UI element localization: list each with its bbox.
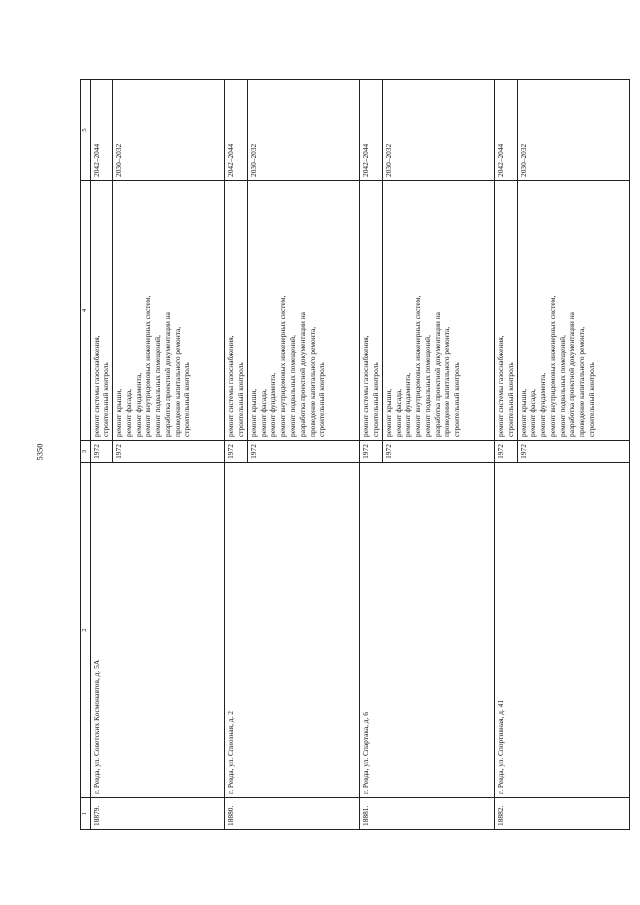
table-row xyxy=(225,80,248,830)
work-line: ремонт фундамента, xyxy=(538,372,548,437)
work-line: проведение капитального ремонта, xyxy=(172,326,182,437)
year-cell: 1972 xyxy=(360,441,383,463)
works-cell xyxy=(90,181,113,441)
work-line: ремонт фасада, xyxy=(393,389,403,437)
work-line: строительный контроль xyxy=(452,362,462,437)
work-line: ремонт подвальных помещений, xyxy=(557,335,567,437)
work-line: строительный контроль xyxy=(587,362,596,437)
object-address: г. Ревда, ул. Спиозная, д. 2 xyxy=(225,463,360,798)
work-line: проведение капитального ремонта, xyxy=(307,326,317,437)
work-line: ремонт внутридомовых инженерных систем, xyxy=(413,295,423,437)
work-line: ремонт системы газоснабжения, xyxy=(496,335,506,437)
table-row xyxy=(495,80,518,830)
work-line: проведение капитального ремонта, xyxy=(577,326,587,437)
period-cell: 2042–2044 xyxy=(225,80,248,181)
work-line: ремонт фундамента, xyxy=(403,372,413,437)
works-cell xyxy=(225,181,248,441)
works-cell xyxy=(382,181,494,441)
year-cell: 1972 xyxy=(517,441,629,463)
period-cell: 2042–2044 xyxy=(360,80,383,181)
col-header-4: 4 xyxy=(81,181,91,441)
object-address: г. Ревда, ул. Спартака, д. 6 xyxy=(360,463,495,798)
col-header-1: 1 xyxy=(81,798,91,830)
row-number: 18882. xyxy=(495,798,630,830)
col-header-3: 3 xyxy=(81,441,91,463)
period-cell: 2042–2044 xyxy=(495,80,518,181)
work-line: ремонт внутридомовых инженерных систем, xyxy=(278,295,288,437)
year-cell: 1972 xyxy=(113,441,225,463)
col-header-2: 2 xyxy=(81,463,91,798)
works-cell xyxy=(360,181,383,441)
works-cell xyxy=(495,181,518,441)
work-line: разработка проектной документации на xyxy=(567,312,577,437)
table-region xyxy=(80,80,630,830)
works-cell xyxy=(113,181,225,441)
work-line: ремонт фасада, xyxy=(528,389,538,437)
table-row xyxy=(90,80,113,830)
work-line: строительный контроль xyxy=(182,362,192,437)
work-line: ремонт подвальных помещений, xyxy=(153,335,163,437)
work-line: строительный контроль xyxy=(317,362,327,437)
year-cell: 1972 xyxy=(90,441,113,463)
period-cell: 2030–2032 xyxy=(113,80,225,181)
work-line: разработка проектной документации на xyxy=(297,312,307,437)
year-cell: 1972 xyxy=(382,441,494,463)
col-header-5: 5 xyxy=(81,80,91,181)
work-line: ремонт крыши, xyxy=(114,388,124,437)
object-address: г. Ревда, ул. Спортивная, д. 41 xyxy=(495,463,630,798)
year-cell: 1972 xyxy=(247,441,359,463)
work-line: ремонт крыши, xyxy=(383,388,393,437)
row-number: 18881. xyxy=(360,798,495,830)
works-cell xyxy=(517,181,629,441)
work-line: разработка проектной документации на xyxy=(432,312,442,437)
table-row xyxy=(360,80,383,830)
period-cell: 2030–2032 xyxy=(382,80,494,181)
work-line: ремонт крыши, xyxy=(518,388,528,437)
work-line: ремонт системы газоснабжения, xyxy=(91,335,101,437)
page-number-text: 5350 xyxy=(34,443,44,461)
work-line: разработка проектной документации на xyxy=(162,312,172,437)
work-line: ремонт фасада, xyxy=(258,389,268,437)
work-line: строительный контроль xyxy=(505,362,515,437)
header-row xyxy=(81,80,91,830)
row-number: 18879. xyxy=(90,798,225,830)
work-line: ремонт крыши, xyxy=(248,388,258,437)
work-line: ремонт подвальных помещений, xyxy=(288,335,298,437)
repair-schedule-table xyxy=(80,79,630,830)
work-line: строительный контроль xyxy=(236,362,246,437)
page-number xyxy=(30,432,48,472)
work-line: ремонт системы газоснабжения, xyxy=(226,335,236,437)
year-cell: 1972 xyxy=(495,441,518,463)
row-number: 18880. xyxy=(225,798,360,830)
year-cell: 1972 xyxy=(225,441,248,463)
work-line: ремонт фасада, xyxy=(123,389,133,437)
work-line: ремонт внутридомовых инженерных систем, xyxy=(143,295,153,437)
work-line: ремонт внутридомовых инженерных систем, xyxy=(547,295,557,437)
period-cell: 2042–2044 xyxy=(90,80,113,181)
work-line: строительный контроль xyxy=(371,362,381,437)
work-line: ремонт системы газоснабжения, xyxy=(361,335,371,437)
works-cell xyxy=(247,181,359,441)
period-cell: 2030–2032 xyxy=(517,80,629,181)
rotated-table-wrapper xyxy=(80,80,630,830)
work-line: ремонт подвальных помещений, xyxy=(422,335,432,437)
object-address: г. Ревда, ул. Советских Космонавтов, д. 5А xyxy=(90,463,225,798)
work-line: проведение капитального ремонта, xyxy=(442,326,452,437)
work-line: строительный контроль xyxy=(101,362,111,437)
period-cell: 2030–2032 xyxy=(247,80,359,181)
work-line: ремонт фундамента, xyxy=(133,372,143,437)
work-line: ремонт фундамента, xyxy=(268,372,278,437)
